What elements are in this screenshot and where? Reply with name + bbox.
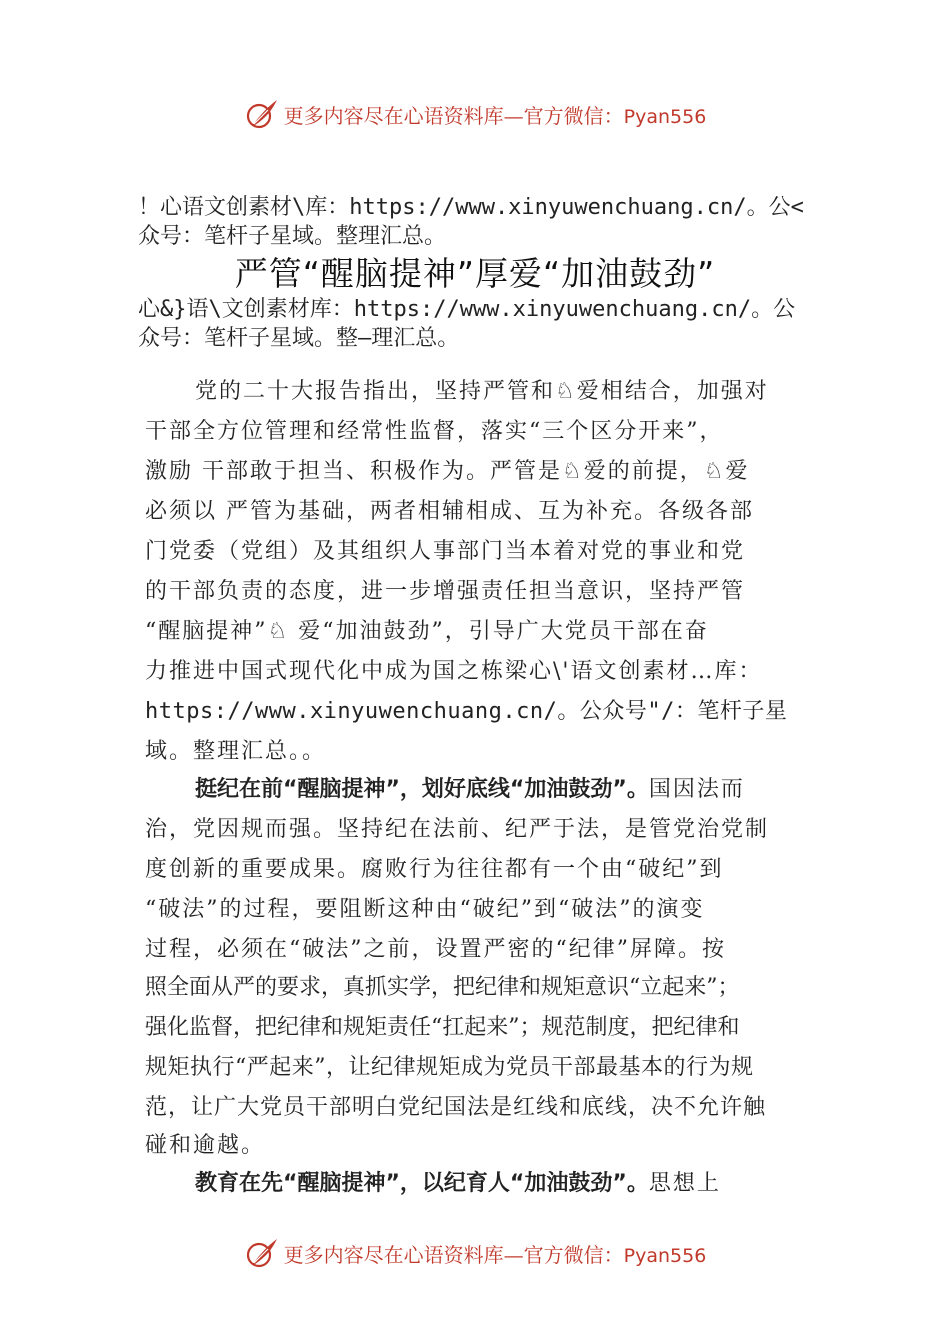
text-line: 照全面从严的要求，真抓实学，把纪律和规矩意识“立起来”； — [145, 975, 740, 1000]
watermark-line: 心&}语\文创素材库：https://www.xinyuwenchuang.cn/。公 — [138, 297, 796, 322]
text-line: 力推进中国式现代化中成为国之栋梁心\'语文创素材…库： — [145, 659, 763, 684]
text-line: 强化监督，把纪律和规矩责任“扛起来”；规范制度，把纪律和 — [145, 1015, 740, 1040]
watermark-line: 众号：笔杆子星域。整理汇总。 — [138, 224, 447, 249]
text-line: https://www.xinyuwenchuang.cn/。公众号"/：笔杆子星 — [145, 699, 788, 724]
section-heading: 挺纪在前“醒脑提神”，划好底线“加油鼓劲”。 — [195, 777, 649, 802]
text-line: 干部全方位管理和经常性监督，落实“三个区分开来”， — [145, 419, 724, 444]
wechat-id: Pyan556 — [623, 105, 707, 128]
text-line: 激励 干部敢于担当、积极作为。严管是♘爱的前提，♘爱 — [145, 459, 750, 484]
text-line: 治，党因规而强。坚持纪在法前、纪严于法，是管党治党制 — [145, 817, 770, 842]
banner-text: 更多内容尽在心语资料库—官方微信：Pyan556 — [283, 103, 707, 128]
text-line: “破法”的过程，要阻断这种由“破纪”到“破法”的演变 — [145, 897, 705, 922]
text-line — [195, 772, 875, 803]
feather-pen-logo-icon — [244, 1235, 280, 1271]
section-heading: 教育在先“醒脑提神”，以纪育人“加油鼓劲”。 — [195, 1171, 649, 1196]
header-banner — [0, 94, 950, 134]
text-line: 的干部负责的态度，进一步增强责任担当意识，坚持严管 — [145, 579, 746, 604]
text-line: 度创新的重要成果。腐败行为往往都有一个由“破纪”到 — [145, 857, 724, 882]
wechat-id: Pyan556 — [623, 1244, 707, 1267]
text-line: 门党委（党组）及其组织人事部门当本着对党的事业和党 — [145, 539, 746, 564]
watermark-line: ！心语文创素材\库：https://www.xinyuwenchuang.cn/。公< — [138, 195, 804, 220]
text-line: 过程，必须在“破法”之前，设置严密的“纪律”屏障。按 — [145, 937, 726, 962]
text-span: 国因法而 — [648, 777, 745, 802]
footer-banner — [0, 1233, 950, 1273]
text-line — [195, 1166, 875, 1197]
text-line: 规矩执行“严起来”，让纪律规矩成为党员干部最基本的行为规 — [145, 1055, 754, 1080]
text-line: 党的二十大报告指出，坚持严管和♘爱相结合，加强对 — [195, 379, 769, 404]
banner-text: 更多内容尽在心语资料库—官方微信：Pyan556 — [283, 1242, 707, 1267]
feather-pen-logo-icon — [244, 96, 280, 132]
text-line: “醒脑提神”♘ 爱“加油鼓劲”，引导广大党员干部在奋 — [145, 619, 709, 644]
watermark-line: 众号：笔杆子星域。整—理汇总。 — [138, 326, 460, 351]
text-line: 必须以 严管为基础，两者相辅相成、互为补充。各级各部 — [145, 499, 754, 524]
text-span: 思想上 — [648, 1171, 721, 1196]
page-title: 严管“醒脑提神”厚爱“加油鼓劲” — [234, 254, 716, 293]
text-line: 域。整理汇总。。 — [145, 739, 327, 764]
text-line: 碰和逾越。 — [145, 1133, 266, 1158]
text-line: 范，让广大党员干部明白党纪国法是红线和底线，决不允许触 — [145, 1095, 767, 1120]
